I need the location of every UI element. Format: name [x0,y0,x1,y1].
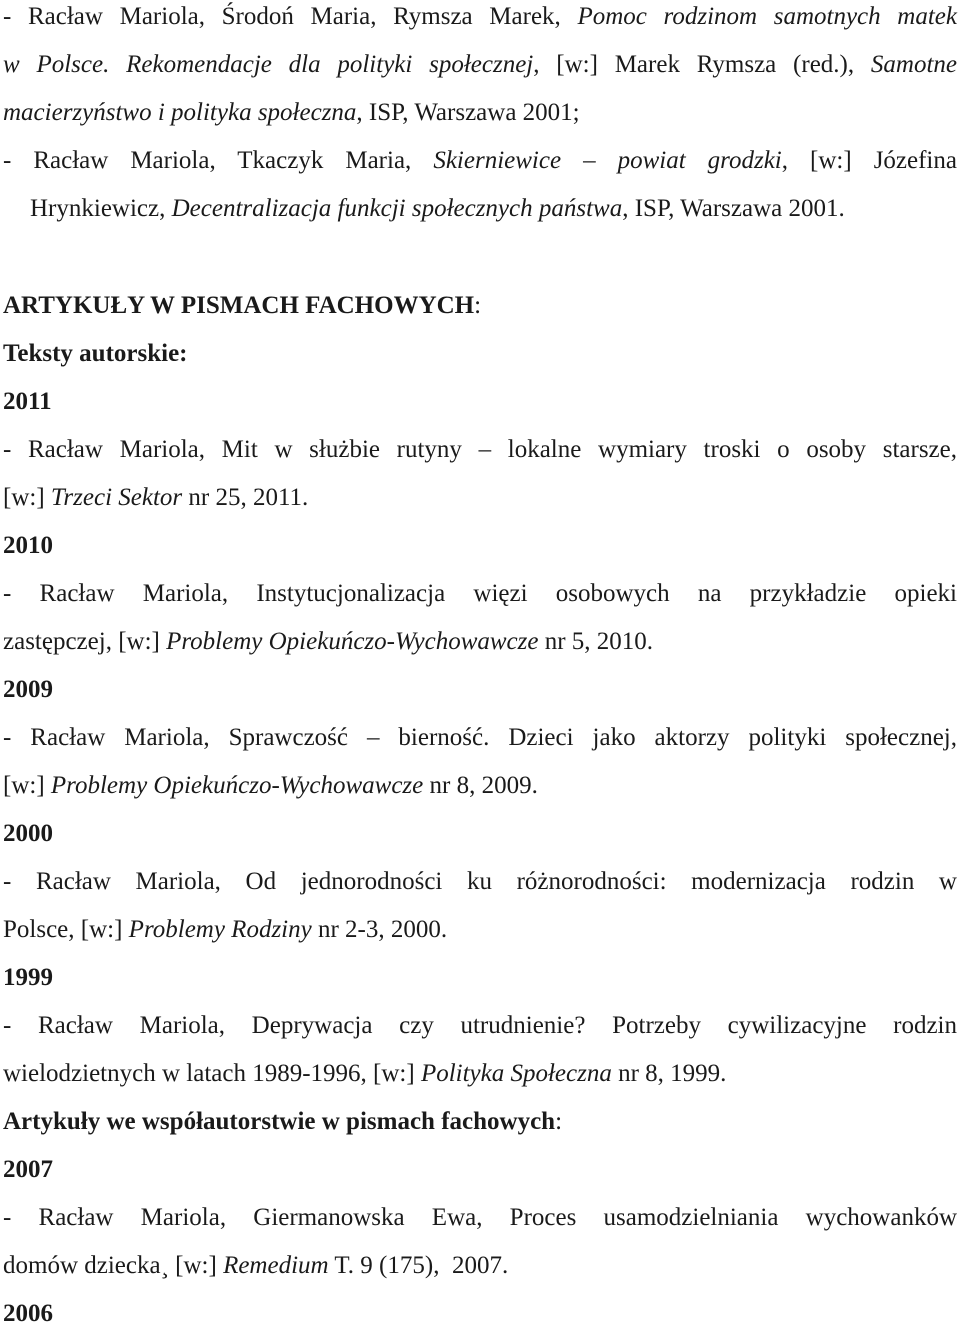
italic-title: Polityka Społeczna [420,1060,612,1087]
text-segment: - Racław Mariola, Tkaczyk Maria, [3,147,434,174]
text-segment: - Racław Mariola, Deprywacja czy utrudnienie? Potrzeby cywilizacyjne rodzin [3,1012,957,1039]
text-segment: Teksty autorskie: [3,340,188,367]
text-segment: domów dziecka¸ [w:] [3,1252,224,1279]
citation-line [3,434,957,466]
year-heading [3,1154,957,1186]
italic-title: Pomoc rodzinom samotnych matek [577,3,957,30]
italic-title: w Polsce. Rekomendacje dla polityki społecznej [3,51,534,78]
citation-line [3,1250,957,1282]
year-heading [3,818,957,850]
text-segment: nr 5, 2010. [538,628,654,655]
text-segment: nr 8, 1999. [611,1060,727,1087]
text-segment: ARTYKUŁY W PISMACH FACHOWYCH [3,292,475,319]
citation-line [30,193,957,225]
italic-title: Problemy Rodziny [128,916,312,943]
year-heading [3,1298,957,1330]
italic-title: Skierniewice – powiat grodzki [433,147,782,174]
text-segment: Polsce, [w:] [3,916,129,943]
italic-title: Trzeci Sektor [50,484,183,511]
citation-line [3,1010,957,1042]
text-segment: , ISP, Warszawa 2001. [622,195,845,222]
year-heading [3,962,957,994]
text-segment: [w:] [3,772,51,799]
citation-line [3,1202,957,1234]
citation-line [3,97,957,129]
italic-title: Decentralizacja funkcji społecznych państwa [171,195,623,222]
text-segment: 2000 [3,820,53,847]
year-heading [3,674,957,706]
text-segment: , [w:] Józefina [781,147,957,174]
subsection-heading [3,1106,957,1138]
citation-line [3,866,957,898]
text-segment: 2010 [3,532,53,559]
citation-line [3,1058,957,1090]
text-segment: Artykuły we współautorstwie w pismach fachowych [3,1108,556,1135]
italic-title: Remedium [223,1252,329,1279]
text-segment: 2007 [3,1156,53,1183]
italic-title: macierzyństwo i polityka społeczna [3,99,357,126]
text-segment: - Racław Mariola, Sprawczość – bierność. Dzieci jako aktorzy polityki społecznej, [3,724,957,751]
year-heading [3,386,957,418]
text-segment: zastępczej, [w:] [3,628,167,655]
text-segment: 1999 [3,964,53,991]
text-segment: wielodzietnych w latach 1989-1996, [w:] [3,1060,421,1087]
citation-line [3,626,957,658]
italic-title: Samotne [870,51,957,78]
citation-line [3,49,957,81]
text-segment: nr 2-3, 2000. [311,916,448,943]
text-segment: : [555,1108,563,1135]
text-segment: nr 25, 2011. [182,484,309,511]
text-segment: , ISP, Warszawa 2001; [356,99,580,126]
text-segment: nr 8, 2009. [423,772,538,799]
text-segment: T. 9 (175), 2007. [328,1252,509,1279]
citation-line [3,722,957,754]
citation-line [3,1,957,33]
text-segment: [w:] [3,484,51,511]
text-segment: - Racław Mariola, Instytucjonalizacja więzi osobowych na przykładzie opieki [3,580,957,607]
italic-title: Problemy Opiekuńczo-Wychowawcze [166,628,539,655]
text-segment: 2006 [3,1300,53,1327]
text-segment: 2011 [3,388,52,415]
year-heading [3,530,957,562]
text-segment: Hrynkiewicz, [30,195,172,222]
italic-title: Problemy Opiekuńczo-Wychowawcze [50,772,424,799]
section-heading [3,290,957,322]
citation-line [3,770,957,802]
text-segment: , [w:] Marek Rymsza (red.), [533,51,871,78]
citation-line [3,145,957,177]
citation-line [3,482,957,514]
text-segment: : [474,292,482,319]
citation-line [3,578,957,610]
citation-line [3,914,957,946]
text-segment: - Racław Mariola, Giermanowska Ewa, Proces usamodzielniania wychowanków [3,1204,957,1231]
subsection-heading [3,338,957,370]
text-segment: - Racław Mariola, Od jednorodności ku różnorodności: modernizacja rodzin w [3,868,957,895]
text-segment: - Racław Mariola, Mit w służbie rutyny – lokalne wymiary troski o osoby starsze, [3,436,957,463]
text-segment: 2009 [3,676,53,703]
text-segment: - Racław Mariola, Środoń Maria, Rymsza Marek, [3,3,578,30]
